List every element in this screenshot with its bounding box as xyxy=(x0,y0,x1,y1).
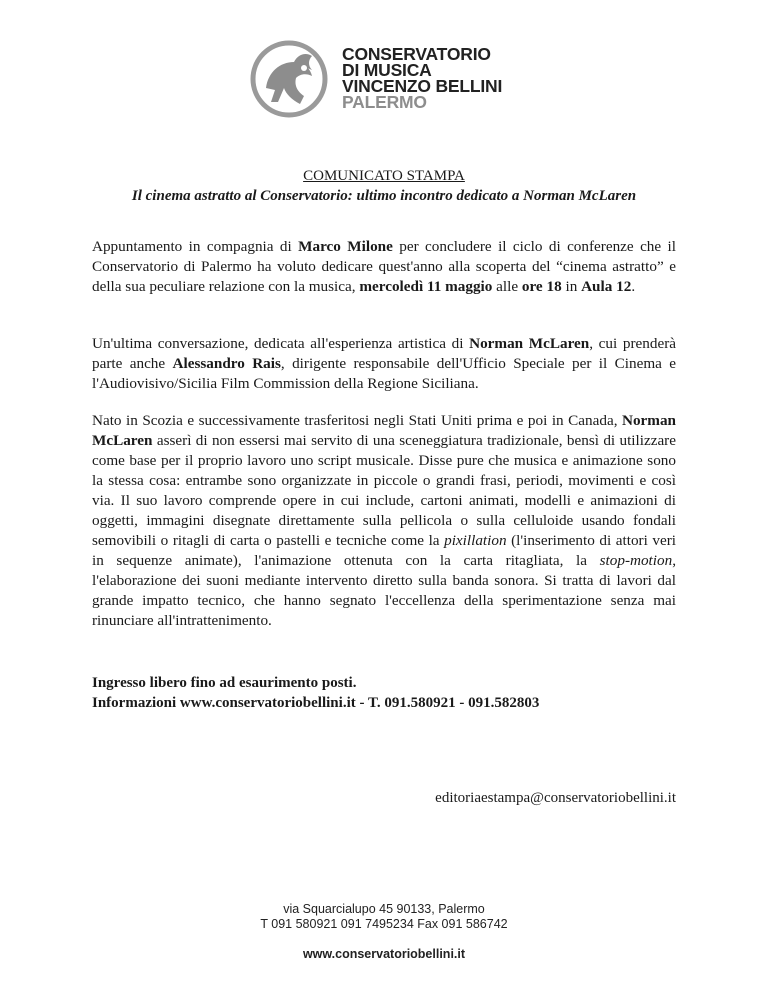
paragraph-1 xyxy=(92,237,676,297)
bold-text: Marco Milone xyxy=(298,238,393,255)
text-run: in xyxy=(561,278,582,295)
text-run: (l'inserimento di attori veri in sequenze animate), l'animazione ottenuta con la carta ritagliata, la xyxy=(92,532,676,569)
text-run: asserì di non essersi mai servito di una sceneggiatura tradizionale, bensì di utilizzare come base per il proprio lavoro uno script musicale. Disse pure che musica e animazione sono la stessa cosa: entrambe sono organizzate in piccole o grandi frasi, periodi, movimenti e così via. Il suo lavoro comprende opere in cui include, cartoni animati, modelli e animazioni di oggetti, immagini disegnate direttamente sulla pellicola o sulla celluloide usando fondali semovibili o ritagli di carta o pastelli e tecniche come la xyxy=(92,432,676,549)
footer-phones: T 091 580921 091 7495234 Fax 091 586742 xyxy=(260,917,508,931)
bold-text: Alessandro Rais xyxy=(172,355,281,372)
lion-emblem-icon xyxy=(246,38,332,120)
bold-text: Norman McLaren xyxy=(92,412,676,449)
text-run: per concludere il ciclo di conferenze che il Conservatorio di Palermo ha voluto dedicare quest'anno alla scoperta del “cinema astratto” e della sua peculiare relazione con la musica, xyxy=(92,238,676,295)
press-release-title: Il cinema astratto al Conservatorio: ultimo incontro dedicato a Norman McLaren xyxy=(131,188,637,204)
admission-note: Ingresso libero fino ad esaurimento posti. xyxy=(92,675,357,691)
logo-line-4: PALERMO xyxy=(342,92,427,112)
text-run: , dirigente responsabile dell'Ufficio Speciale per il Cinema e l'Audiovisivo/Sicilia Film Commission della Regione Siciliana. xyxy=(92,355,676,392)
bold-text: mercoledì 11 maggio xyxy=(359,278,493,295)
press-email: editoriaestampa@conservatoriobellini.it xyxy=(435,790,676,806)
footer-address: via Squarcialupo 45 90133, Palermo xyxy=(283,902,485,916)
bold-text: ore 18 xyxy=(521,278,562,295)
paragraph-3 xyxy=(92,411,676,631)
logo-line-2: DI MUSICA xyxy=(342,60,432,80)
bold-text: Norman McLaren xyxy=(469,335,590,352)
text-run: alle xyxy=(492,278,522,295)
logo-line-1: CONSERVATORIO xyxy=(342,44,491,64)
text-run: , l'elaborazione dei suoni mediante intervento diretto sulla banda sonora. Si tratta di lavori dal grande impatto tecnico, che hanno segnato l'eccellenza della sperimentazione senza mai rinunciare all'intrattenimento. xyxy=(92,552,676,629)
italic-text: pixillation xyxy=(444,532,507,549)
text-run: Un'ultima conversazione, dedicata all'esperienza artistica di xyxy=(92,335,470,352)
press-release-kicker: COMUNICATO STAMPA xyxy=(303,168,465,184)
paragraph-2 xyxy=(92,334,676,394)
text-run: . xyxy=(631,278,636,295)
text-run: Appuntamento in compagnia di xyxy=(92,238,299,255)
logo-line-3: VINCENZO BELLINI xyxy=(342,76,503,96)
conservatorio-logo xyxy=(246,38,536,120)
text-run: , cui prenderà parte anche xyxy=(92,335,676,372)
info-contacts: Informazioni www.conservatoriobellini.it - T. 091.580921 - 091.582803 xyxy=(92,695,540,711)
footer-website: www.conservatoriobellini.it xyxy=(302,947,466,961)
text-run: Nato in Scozia e successivamente trasferitosi negli Stati Uniti prima e poi in Canada, xyxy=(92,412,622,429)
italic-text: stop-motion xyxy=(599,552,673,569)
bold-text: Aula 12 xyxy=(581,278,632,295)
